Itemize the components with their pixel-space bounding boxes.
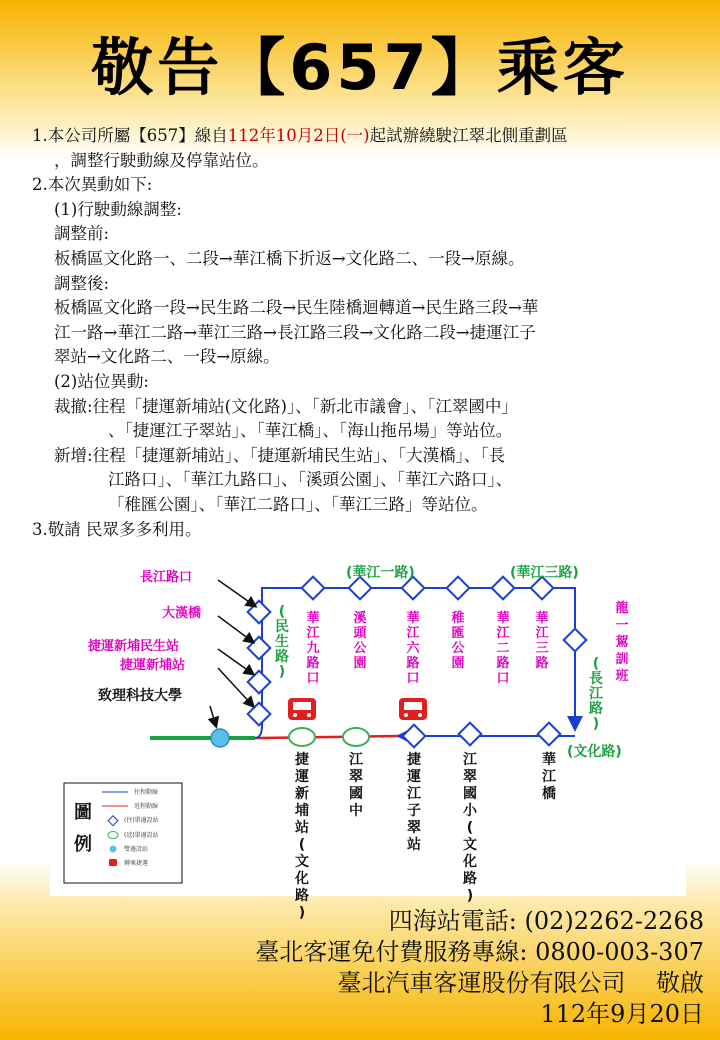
landmark-label-university: 致理科技大學 [98,688,182,704]
road-label-huajiang1: (華江一路) [346,565,415,581]
road-label-minsheng: (民生路) [275,604,289,680]
top-stop-label: 稚匯公園 [451,611,465,671]
road-label-changjiang: (長江路) [589,656,603,732]
right-stop-marker [564,629,587,652]
both-side-stop-marker [211,729,229,747]
road-label-huajiang3: (華江三路) [510,565,579,581]
before-route: 板橋區文化路一、二段→華江橋下折返→文化路二、一段→原線。 [54,248,525,268]
added-stops-2: 江路口」、「華江九路口」、「溪頭公園」、「華江六路口」、 [108,470,513,490]
route-map [50,560,686,921]
company-signature: 臺北汽車客運股份有限公司 敬啟 [337,969,704,997]
item-2: 2.本次異動如下: [32,175,153,195]
legend-title-2: 例 [74,834,92,855]
bottom-stop-labels [294,751,557,921]
added-stops-3: 「稚匯公園」、「華江二路口」、「華江三路」等站位。 [108,494,488,514]
notice-body [32,124,702,542]
before-heading: 調整前: [54,224,110,244]
added-stops-1: 新增:往程「捷運新埔站」、「捷運新埔民生站」、「大漢橋」、「長 [54,445,506,465]
bottom-stop-label: 捷運江子翠站 [407,752,421,853]
bottom-stop-label: 華江橋 [542,752,556,802]
route-map-diagram [50,560,686,921]
legend-inbound: 返程動線 [134,803,159,810]
stop-label-xinpu: 捷運新埔站 [120,658,186,673]
right-stop-label-longyi: 龍一駕訓班 [615,601,629,684]
station-phone: 四海站電話: (02)2262-2268 [388,907,704,935]
top-stop-label: 華江二路口 [496,611,510,686]
stop-label-changjiang-junction: 長江路口 [140,570,193,585]
bottom-stop-label: 捷運新埔站(文化路) [295,752,309,921]
top-stop-label: 華江九路口 [306,611,320,686]
item-3: 3.敬請 民眾多多利用。 [32,519,202,539]
item-1: 1.本公司所屬【657】線自112年10月2日(一)起試辦繞駛江翠北側重劃區 [32,126,568,145]
legend-outbound-stop: (往)單邊設站 [124,817,159,824]
after-heading: 調整後: [54,273,110,293]
right-stop-label [615,600,629,684]
item-1-cont: ，調整行駛動線及停靠站位。 [54,150,269,170]
service-hotline: 臺北客運免付費服務專線: 0800-003-307 [255,938,704,966]
after-route-2: 江一路→華江二路→華江三路→長江路三段→文化路二段→捷運江子 [54,322,536,342]
legend-mrt-transfer: 轉乘捷運 [124,860,149,867]
inbound-stop-jiangcui-junior [343,728,369,746]
legend-both-side-stop: 雙邊設站 [124,846,149,853]
notice-date: 112年9月20日 [540,1000,704,1028]
bottom-stop-label: 江翠國中 [349,752,363,819]
bottom-stop-label: 江翠國小(文化路) [463,752,477,904]
removed-stops-2: 、「捷運江子翠站」、「華江橋」、「海山拖吊場」等站位。 [108,421,513,441]
inbound-stop-xinpu [289,728,315,746]
legend-outbound: 往程動線 [134,789,159,796]
stop-label-xinpu-minsheng: 捷運新埔民生站 [88,639,180,654]
top-stop-label: 華江六路口 [406,611,420,686]
stop-change-heading: (2)站位異動: [54,371,149,391]
mrt-transfer-icon [399,698,427,720]
mrt-transfer-icon [288,698,316,720]
after-route-3: 翠站→文化路二、一段→原線。 [54,347,280,367]
inbound-route-line [255,736,400,738]
legend-inbound-stop: (返)單邊設站 [124,832,159,839]
after-route-1: 板橋區文化路一段→民生路二段→民生陸橋迴轉道→民生路三段→華 [54,298,539,318]
stop-pointer-arrows [210,580,255,726]
legend-title-1: 圖 [74,802,92,823]
map-legend [64,783,182,883]
removed-stops-1: 裁撤:往程「捷運新埔站(文化路)」、「新北市議會」、「江翠國中」 [54,396,518,416]
effective-date: 112年10月2日(一) [227,126,370,145]
top-stop-label: 華江三路 [535,611,549,671]
left-stop-markers [248,601,271,726]
top-stop-label: 溪頭公園 [353,611,367,671]
notice-title: 敬告【657】乘客 [91,31,629,104]
route-change-heading: (1)行駛動線調整: [54,199,182,219]
notice-footer [255,906,704,1030]
stop-label-dahan-bridge: 大漢橋 [162,606,202,621]
top-stop-labels [305,610,549,686]
road-label-wenhua: (文化路) [567,744,622,760]
